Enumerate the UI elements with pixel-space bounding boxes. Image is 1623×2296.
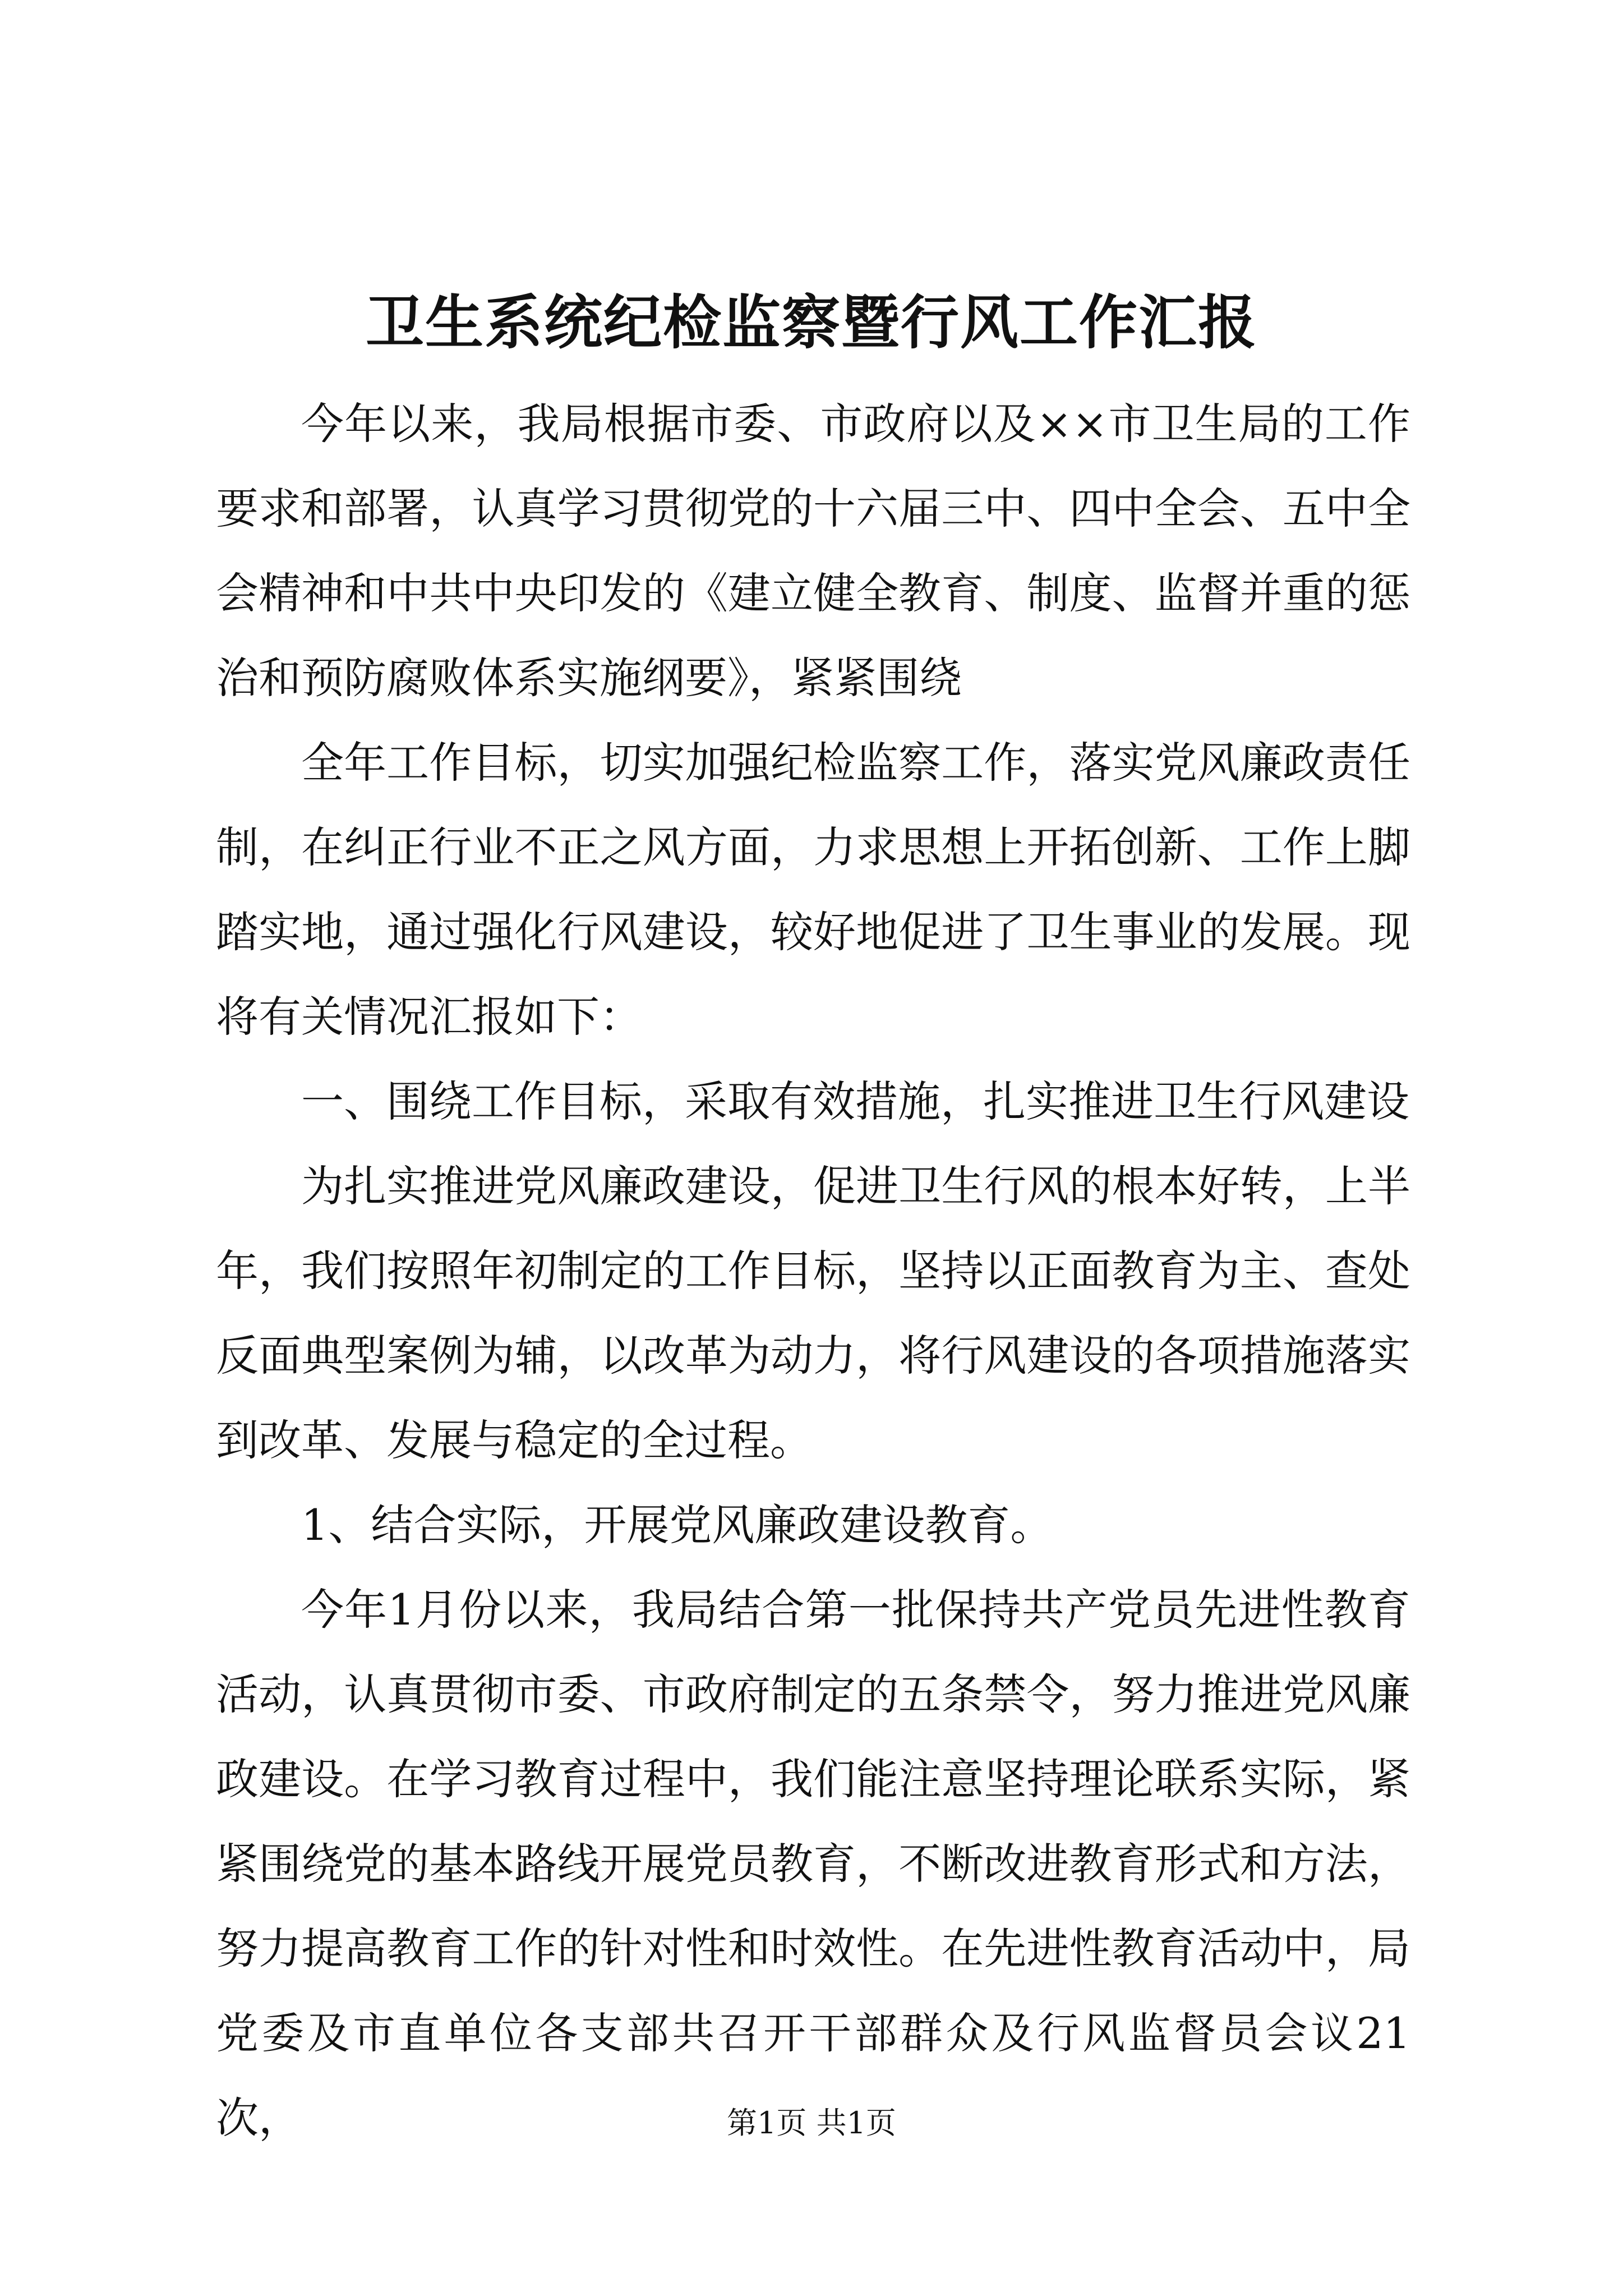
page-footer: 第1页 共1页	[727, 2105, 896, 2141]
paragraph-4: 今年1月份以来，我局结合第一批保持共产党员先进性教育活动，认真贯彻市委、市政府制定的五条禁令，努力推进党风廉政建设。在学习教育过程中，我们能注意坚持理论联系实际，紧紧围绕党的基本路线开展党员教育，不断改进教育形式和方法，努力提高教育工作的针对性和时效性。在先进性教育活动中，局党委及市直单位各支部共召开干部群众及行风监督员会议21次，	[216, 1585, 1410, 2143]
paragraph-2: 全年工作目标，切实加强纪检监察工作，落实党风廉政责任制，在纠正行业不正之风方面，力求思想上开拓创新、工作上脚踏实地，通过强化行风建设，较好地促进了卫生事业的发展。现将有关情况汇报如下：	[216, 738, 1410, 1042]
paragraph-3: 为扎实推进党风廉政建设，促进卫生行风的根本好转，上半年，我们按照年初制定的工作目标，坚持以正面教育为主、查处反面典型案例为辅，以改革为动力，将行风建设的各项措施落实到改革、发展与稳定的全过程。	[216, 1161, 1410, 1465]
document-title: 卫生系统纪检监察暨行风工作汇报	[365, 288, 1257, 357]
document-body	[216, 381, 1410, 2160]
paragraph-1: 今年以来，我局根据市委、市政府以及××市卫生局的工作要求和部署，认真学习贯彻党的十六届三中、四中全会、五中全会精神和中共中央印发的《建立健全教育、制度、监督并重的惩治和预防腐败体系实施纲要》，紧紧围绕	[216, 399, 1410, 703]
section-heading-1: 一、围绕工作目标，采取有效措施，扎实推进卫生行风建设	[301, 1076, 1409, 1126]
subsection-heading-1: 1、结合实际，开展党风廉政建设教育。	[301, 1500, 1053, 1550]
